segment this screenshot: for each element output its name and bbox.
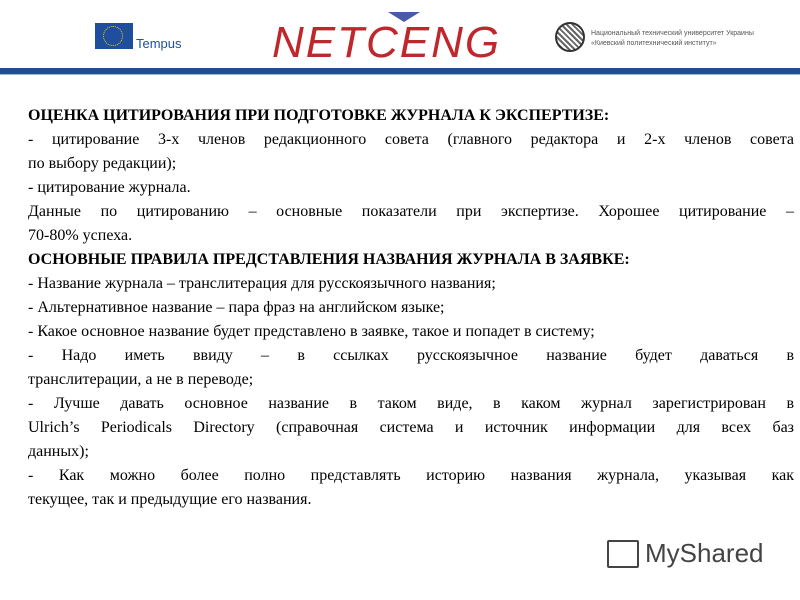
text-line: - Какое основное название будет представлено в заявке, такое и попадет в систему;	[28, 323, 595, 340]
text-line: транслитерации, а не в переводе;	[28, 371, 254, 388]
university-name	[591, 29, 754, 49]
text-line: - Альтернативное название – пара фраз на английском языке;	[28, 299, 445, 316]
text-line: текущее, так и предыдущие его названия.	[28, 491, 312, 508]
heading-title-rules: ОСНОВНЫЕ ПРАВИЛА ПРЕДСТАВЛЕНИЯ НАЗВАНИЯ ЖУРНАЛА В ЗАЯВКЕ:	[28, 251, 630, 268]
presentation-icon	[607, 540, 639, 568]
text-line: - цитирование 3-х членов редакционного совета (главного редактора и 2-х членов совета	[28, 131, 794, 148]
text-line: - Надо иметь ввиду – в ссылках русскоязычное название будет даваться в	[28, 347, 794, 364]
header-divider	[0, 68, 800, 75]
text-line: - цитирование журнала.	[28, 179, 191, 196]
myshared-watermark	[607, 538, 764, 569]
watermark-text: MyShared	[645, 538, 764, 568]
text-line: данных);	[28, 443, 89, 460]
university-seal-icon	[555, 22, 585, 52]
university-line-2: «Киевский политехнический институт»	[591, 40, 717, 47]
eu-flag-icon	[95, 23, 133, 49]
text-line: Данные по цитированию – основные показатели при экспертизе. Хорошее цитирование –	[28, 203, 794, 220]
text-line: Ulrich’s Periodicals Directory (справочная система и источник информации для всех баз	[28, 419, 794, 436]
slide-body	[28, 104, 794, 512]
tempus-label: Tempus	[136, 36, 182, 51]
heading-citation: ОЦЕНКА ЦИТИРОВАНИЯ ПРИ ПОДГОТОВКЕ ЖУРНАЛА К ЭКСПЕРТИЗЕ:	[28, 107, 610, 124]
text-line: - Как можно более полно представлять историю названия журнала, указывая как	[28, 467, 794, 484]
university-line-1: Национальный технический университет Украины	[591, 30, 754, 37]
text-line: 70-80% успеха.	[28, 227, 133, 244]
netceng-logo: NETCENG	[272, 18, 502, 67]
text-line: по выбору редакции);	[28, 155, 177, 172]
slide-header	[0, 0, 800, 68]
text-line: - Название журнала – транслитерация для русскоязычного названия;	[28, 275, 496, 292]
text-line: - Лучше давать основное название в таком виде, в каком журнал зарегистрирован в	[28, 395, 794, 412]
